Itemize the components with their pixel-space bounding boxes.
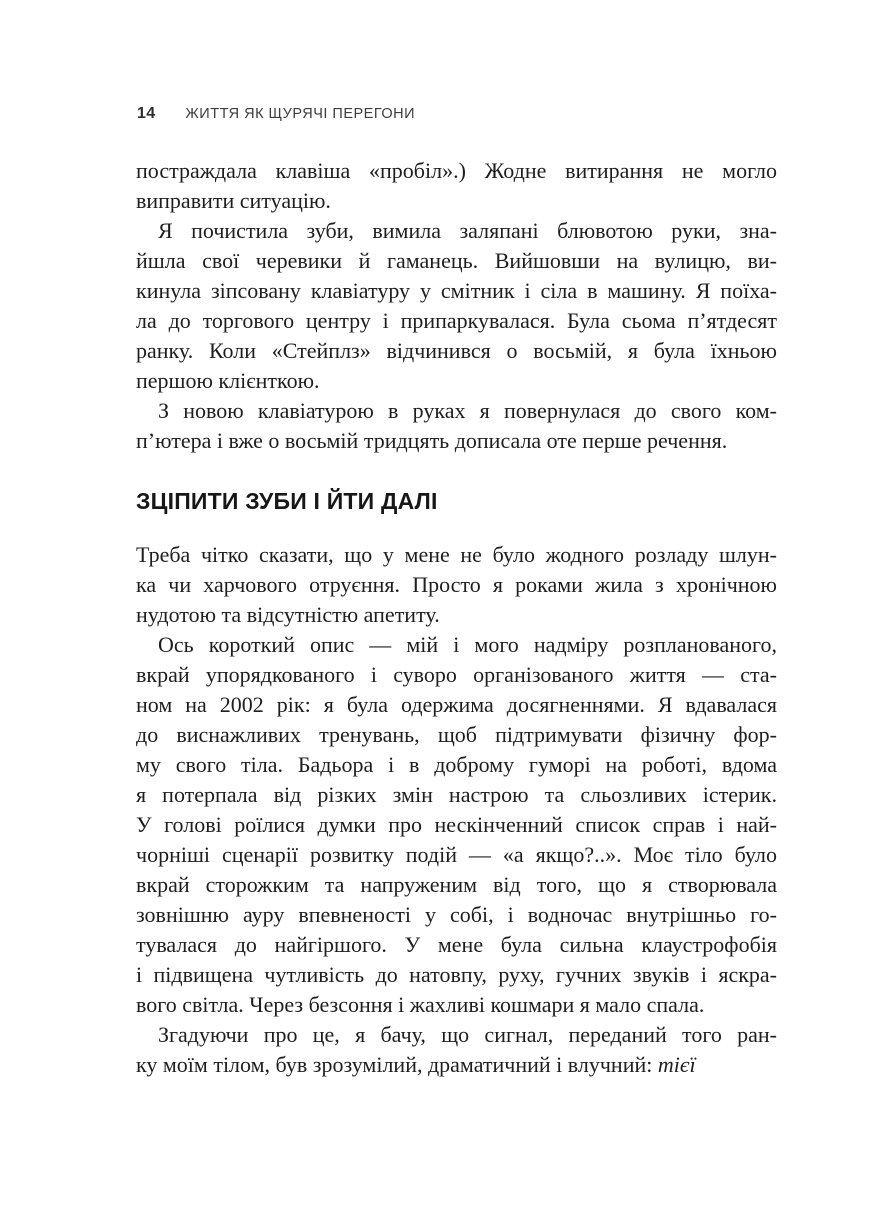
text-line: зовнішню ауру впевненості у собі, і водночас внутрішньо го-: [136, 902, 777, 927]
paragraph: [136, 216, 777, 396]
text-line: ла до торгового центру і припаркувалася. Була сьома п’ятдесят: [136, 308, 777, 333]
text-line: вого світла. Через безсоння і жахливі кошмари я мало спала.: [136, 992, 705, 1017]
running-head: [137, 105, 777, 123]
text-line: З новою клавіатурою в руках я повернулася до свого ком-: [158, 398, 777, 423]
text-line: йшла свої черевики й гаманець. Вийшовши на вулицю, ви-: [136, 248, 777, 273]
emphasis-text: тієї: [657, 1052, 696, 1077]
text-line: нудотою та відсутністю апетиту.: [136, 602, 440, 627]
paragraph: [136, 540, 777, 630]
text-segment: ку моїм тілом, був зрозумілий, драматичний і влучний:: [136, 1052, 658, 1077]
text-line: кинула зіпсовану клавіатуру у смітник і сіла в машину. Я поїха-: [136, 278, 777, 303]
paragraph: [136, 1020, 777, 1080]
paragraph: [136, 630, 777, 1020]
text-line: Згадуючи про це, я бачу, що сигнал, переданий того ран-: [158, 1022, 777, 1047]
text-line: і підвищена чутливість до натовпу, руху, гучних звуків і яскра-: [136, 962, 777, 987]
text-line: ном на 2002 рік: я була одержима досягненнями. Я вдавалася: [136, 692, 777, 717]
text-column: [136, 156, 777, 1080]
text-line: У голові роїлися думки про нескінченний список справ і най-: [136, 812, 777, 837]
text-line: вкрай упорядкованого і суворо організованого життя — ста-: [136, 662, 777, 687]
text-line: вкрай сторожким та напруженим від того, що я створювала: [136, 872, 777, 897]
text-line: постраждала клавіша «пробіл».) Жодне витирання не могло: [136, 158, 777, 183]
text-line: Ось короткий опис — мій і мого надміру розпланованого,: [158, 632, 777, 657]
text-line: до виснажливих тренувань, щоб підтримувати фізичну фор-: [136, 722, 777, 747]
paragraph: [136, 156, 777, 216]
text-line: му свого тіла. Бадьора і в доброму гуморі на роботі, вдома: [136, 752, 777, 777]
text-line: Я почистила зуби, вимила заляпані блювотою руки, зна-: [158, 218, 777, 243]
text-line: ранку. Коли «Стейплз» відчинився о восьмій, я була їхньою: [136, 338, 777, 363]
running-title: ЖИТТЯ ЯК ЩУРЯЧІ ПЕРЕГОНИ: [185, 106, 416, 122]
text-line: чорніші сценарії розвитку подій — «а якщо?..». Моє тіло було: [136, 842, 777, 867]
text-line: першою клієнткою.: [136, 368, 320, 393]
section-heading: ЗЦІПИТИ ЗУБИ І ЙТИ ДАЛІ: [136, 488, 438, 514]
text-line: тувалася до найгіршого. У мене була сильна клаустрофобія: [136, 932, 777, 957]
text-line: п’ютера і вже о восьмій тридцять дописала оте перше речення.: [136, 428, 728, 453]
text-line: ка чи харчового отруєння. Просто я роками жила з хронічною: [136, 572, 777, 597]
text-line: [136, 1050, 777, 1080]
text-line: я потерпала від різких змін настрою та сльозливих істерик.: [136, 782, 777, 807]
text-line: виправити ситуацію.: [136, 188, 331, 213]
text-line: Треба чітко сказати, що у мене не було жодного розладу шлун-: [136, 542, 777, 567]
page-number: 14: [137, 105, 156, 122]
paragraph: [136, 396, 777, 456]
